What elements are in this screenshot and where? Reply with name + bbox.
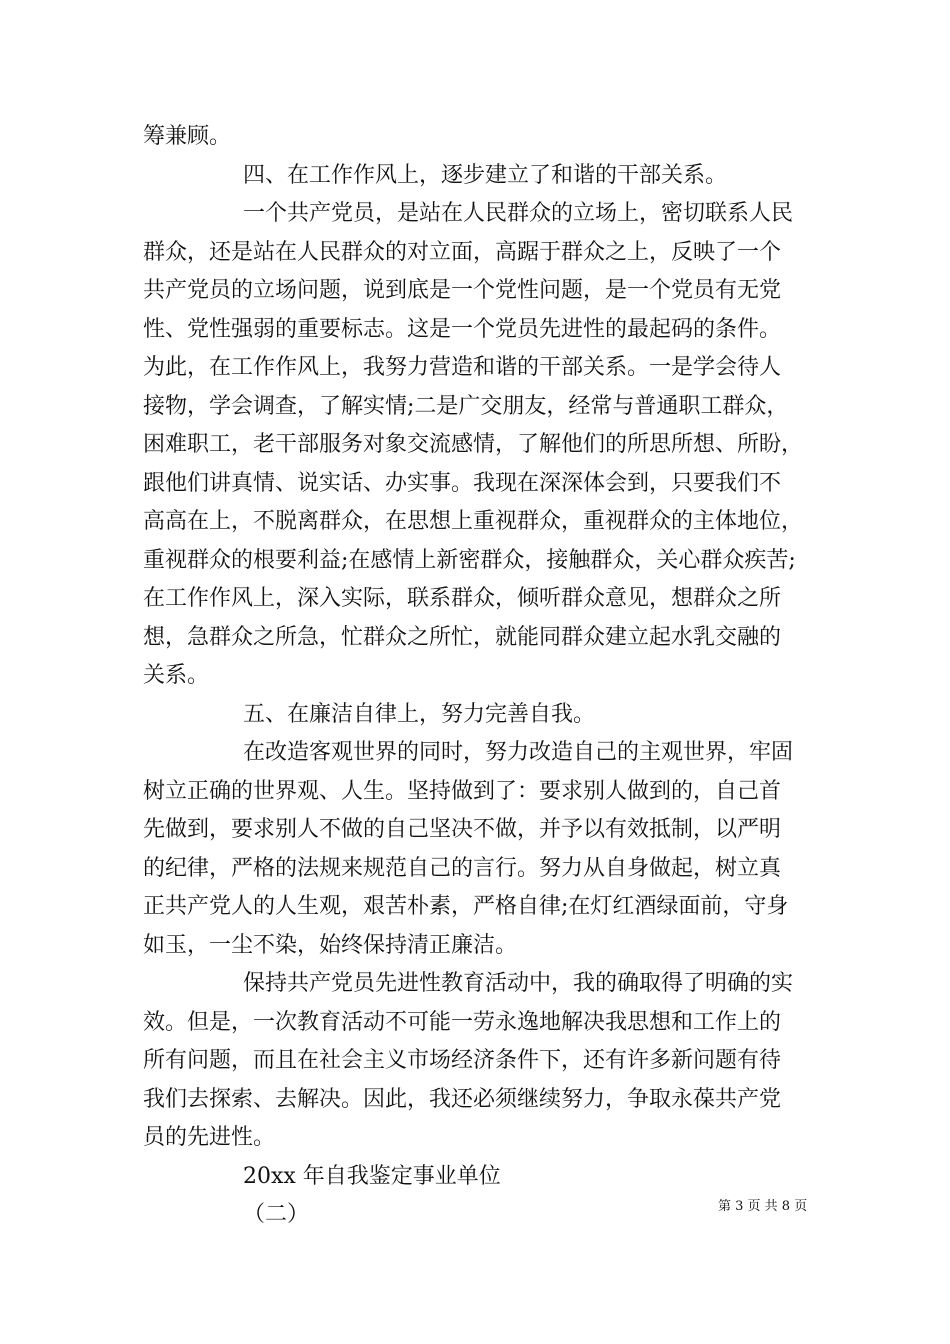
text-line: 所有问题，而且在社会主义市场经济条件下，还有许多新问题有待 (143, 1048, 782, 1073)
text-line: 的纪律，严格的法规来规范自己的言行。努力从自身做起，树立真 (143, 855, 782, 881)
text-line: 想，急群众之所急，忙群众之所忙，就能同群众建立起水乳交融的 (143, 624, 782, 650)
text-line: 树立正确的世界观、人生。坚持做到了：要求别人做到的，自己首 (143, 778, 782, 804)
text-line: 效。但是，一次教育活动不可能一劳永逸地解决我思想和工作上的 (143, 1009, 782, 1035)
text-line: 我们去探索、去解决。因此，我还必须继续努力，争取永葆共产党 (143, 1086, 782, 1112)
paragraph-start: 一个共产党员，是站在人民群众的立场上，密切联系人民 (243, 201, 794, 226)
text-line: 群众，还是站在人民群众的对立面，高踞于群众之上，反映了一个 (143, 239, 782, 265)
text-line: 正共产党人的人生观，艰苦朴素，严格自律;在灯红酒绿面前，守身 (143, 894, 789, 919)
text-line: 重视群众的根要利益;在感情上新密群众，接触群众，关心群众疾苦; (143, 547, 796, 573)
text-line: 如玉，一尘不染，始终保持清正廉洁。 (143, 932, 518, 958)
paragraph-start: 在改造客观世界的同时，努力改造自己的主观世界，牢固 (243, 740, 794, 765)
section-heading: 五、在廉洁自律上，努力完善自我。 (243, 701, 596, 727)
text-line: 共产党员的立场问题，说到底是一个党性问题，是一个党员有无党 (143, 278, 782, 303)
subtitle-line: 20xx 年自我鉴定事业单位 (243, 1163, 501, 1189)
paragraph-start: 保持共产党员先进性教育活动中，我的确取得了明确的实 (243, 971, 794, 996)
subtitle-number: （二） (243, 1202, 310, 1227)
text-line: 在工作作风上，深入实际，联系群众，倾听群众意见，想群众之所 (143, 586, 782, 611)
text-line: 先做到，要求别人不做的自己坚决不做，并予以有效抵制，以严明 (143, 817, 782, 842)
text-line: 为此，在工作作风上，我努力营造和谐的干部关系。一是学会待人 (143, 355, 782, 380)
text-line: 性、党性强弱的重要标志。这是一个党员先进性的最起码的条件。 (143, 316, 782, 342)
text-line: 接物，学会调查，了解实情;二是广交朋友，经常与普通职工群众， (143, 393, 789, 419)
text-line: 员的先进性。 (143, 1125, 276, 1150)
text-line: 跟他们讲真情、说实话、办实事。我现在深深体会到，只要我们不 (143, 470, 782, 496)
text-line: 筹兼顾。 (143, 124, 232, 149)
text-line: 关系。 (143, 663, 210, 688)
section-heading: 四、在工作作风上，逐步建立了和谐的干部关系。 (243, 162, 728, 188)
document-body (143, 118, 823, 1235)
page-number: 第 3 页 共 8 页 (718, 1199, 808, 1214)
text-line: 困难职工，老干部服务对象交流感情，了解他们的所思所想、所盼， (143, 432, 804, 457)
text-line: 高高在上，不脱离群众，在思想上重视群众，重视群众的主体地位， (143, 509, 804, 534)
